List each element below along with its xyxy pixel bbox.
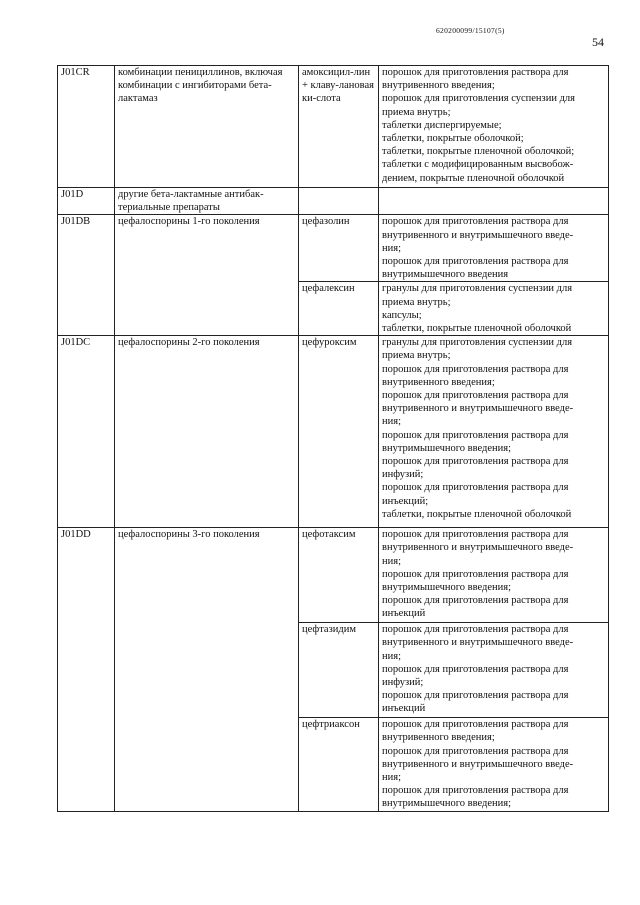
- dosage-form-line: ния;: [382, 242, 401, 254]
- table-row: [58, 188, 609, 215]
- dosage-form-line: внутримышечного введения;: [382, 442, 512, 454]
- dosage-form-line: инъекций;: [382, 495, 429, 507]
- atc-code-cell: J01CR: [58, 66, 115, 188]
- dosage-form-line: порошок для приготовления раствора для: [382, 745, 569, 757]
- dosage-form-line: таблетки, покрытые оболочкой;: [382, 133, 524, 145]
- drug-name-cell: цефотаксим: [299, 528, 379, 623]
- dosage-form-line: внутривенного и внутримышечного введе-: [382, 229, 574, 241]
- dosage-form-line: внутривенного введения;: [382, 732, 495, 744]
- dosage-form-line: таблетки с модифицированным высвобож-: [382, 159, 574, 171]
- atc-code-cell: J01DB: [58, 215, 115, 336]
- dosage-form-line: внутривенного и внутримышечного введе-: [382, 758, 574, 770]
- dosage-forms-cell: [379, 215, 609, 282]
- dosage-form-line: порошок для приготовления раствора для: [382, 624, 569, 636]
- drug-classification-table: [57, 65, 609, 812]
- dosage-form-line: порошок для приготовления раствора для: [382, 663, 569, 675]
- dosage-form-line: внутримышечного введения;: [382, 798, 512, 810]
- atc-code-cell: J01D: [58, 188, 115, 215]
- dosage-forms-cell: [379, 282, 609, 336]
- atc-code-cell: J01DD: [58, 528, 115, 812]
- dosage-forms-cell: [379, 336, 609, 528]
- dosage-forms-cell: [379, 718, 609, 812]
- dosage-form-line: ния;: [382, 650, 401, 662]
- dosage-form-line: внутривенного и внутримышечного введе-: [382, 542, 574, 554]
- dosage-form-line: порошок для приготовления раствора для: [382, 67, 569, 78]
- dosage-form-line: ния;: [382, 555, 401, 567]
- dosage-form-line: инфузий;: [382, 469, 424, 481]
- dosage-forms-cell: [379, 528, 609, 623]
- group-name-cell: цефалоспорины 1-го поколения: [115, 215, 299, 336]
- group-name-cell: комбинации пенициллинов, включая комбинации с ингибиторами бета-лактамаз: [115, 66, 299, 188]
- dosage-form-line: гранулы для приготовления суспензии для: [382, 337, 573, 349]
- drug-name-cell: [299, 188, 379, 215]
- group-name-cell: цефалоспорины 3-го поколения: [115, 528, 299, 812]
- dosage-form-line: таблетки, покрытые пленочной оболочкой;: [382, 146, 575, 158]
- dosage-forms-cell: [379, 66, 609, 188]
- dosage-form-line: порошок для приготовления раствора для: [382, 785, 569, 797]
- dosage-form-line: внутримышечного введения: [382, 269, 509, 281]
- dosage-form-line: порошок для приготовления раствора для: [382, 690, 569, 702]
- dosage-forms-cell: [379, 188, 609, 215]
- dosage-form-line: порошок для приготовления раствора для: [382, 456, 569, 468]
- drug-name-cell: цефтриаксон: [299, 718, 379, 812]
- dosage-form-line: инъекций: [382, 703, 426, 715]
- group-name-cell: другие бета-лактамные антибак-териальные препараты: [115, 188, 299, 215]
- dosage-form-line: таблетки диспергируемые;: [382, 119, 502, 131]
- drug-name-cell: цефуроксим: [299, 336, 379, 528]
- drug-name-cell: цефтазидим: [299, 623, 379, 718]
- table-row: [58, 215, 609, 282]
- table-row: [58, 66, 609, 188]
- dosage-form-line: порошок для приготовления раствора для: [382, 568, 569, 580]
- dosage-form-line: порошок для приготовления раствора для: [382, 216, 569, 228]
- table-row: [58, 528, 609, 623]
- drug-name-cell: амоксицил-лин + клаву-лановая ки-слота: [299, 66, 379, 188]
- dosage-form-line: таблетки, покрытые пленочной оболочкой: [382, 508, 572, 520]
- group-name-cell: цефалоспорины 2-го поколения: [115, 336, 299, 528]
- dosage-form-line: инъекций: [382, 608, 426, 620]
- dosage-form-line: дением, покрытые пленочной оболочкой: [382, 172, 565, 184]
- dosage-form-line: порошок для приготовления раствора для: [382, 363, 569, 375]
- dosage-form-line: порошок для приготовления раствора для: [382, 482, 569, 494]
- dosage-form-line: внутривенного и внутримышечного введе-: [382, 403, 574, 415]
- dosage-forms-cell: [379, 623, 609, 718]
- page-number: 54: [592, 35, 604, 49]
- dosage-form-line: таблетки, покрытые пленочной оболочкой: [382, 323, 572, 335]
- dosage-form-line: порошок для приготовления раствора для: [382, 595, 569, 607]
- dosage-form-line: ния;: [382, 772, 401, 784]
- drug-name-cell: цефалексин: [299, 282, 379, 336]
- drug-name-cell: цефазолин: [299, 215, 379, 282]
- dosage-form-line: порошок для приготовления раствора для: [382, 529, 569, 541]
- dosage-form-line: капсулы;: [382, 309, 422, 321]
- dosage-form-line: приема внутрь;: [382, 350, 451, 362]
- atc-code-cell: J01DC: [58, 336, 115, 528]
- dosage-form-line: внутримышечного введения;: [382, 582, 512, 594]
- document-id: 620200099/15107(5): [436, 26, 505, 35]
- dosage-form-line: порошок для приготовления раствора для: [382, 390, 569, 402]
- dosage-form-line: ния;: [382, 416, 401, 428]
- dosage-form-line: гранулы для приготовления суспензии для: [382, 283, 573, 295]
- dosage-form-line: внутривенного введения;: [382, 376, 495, 388]
- dosage-form-line: приема внутрь;: [382, 106, 451, 118]
- dosage-form-line: порошок для приготовления раствора для: [382, 719, 569, 731]
- dosage-form-line: порошок для приготовления раствора для: [382, 256, 569, 268]
- dosage-form-line: порошок для приготовления суспензии для: [382, 93, 575, 105]
- table-row: [58, 336, 609, 528]
- dosage-form-line: внутривенного и внутримышечного введе-: [382, 637, 574, 649]
- dosage-form-line: приема внутрь;: [382, 296, 451, 308]
- dosage-form-line: порошок для приготовления раствора для: [382, 429, 569, 441]
- dosage-form-line: инфузий;: [382, 677, 424, 689]
- dosage-form-line: внутривенного введения;: [382, 80, 495, 92]
